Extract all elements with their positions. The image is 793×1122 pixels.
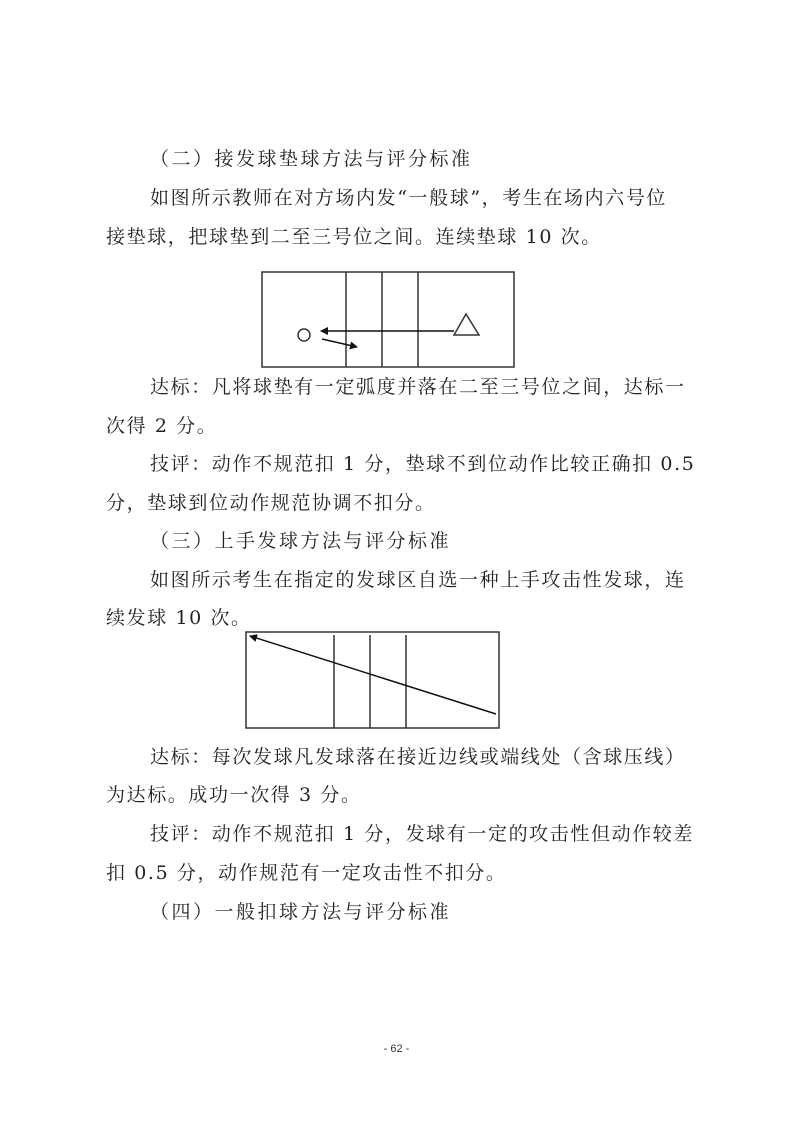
paragraph-line: 达标：每次发球凡发球落在接近边线或端线处（含球压线） — [150, 746, 686, 768]
paragraph-line: 技评：动作不规范扣 1 分，垫球不到位动作比较正确扣 0.5 — [150, 453, 696, 475]
pass-arrow — [322, 339, 357, 347]
heading-section-4: （四）一般扣球方法与评分标准 — [150, 901, 452, 923]
court-boundary — [262, 272, 514, 367]
paragraph-line: 如图所示考生在指定的发球区自选一种上手攻击性发球，连 — [150, 569, 686, 591]
teacher-triangle-icon — [454, 314, 479, 335]
heading-section-3: （三）上手发球方法与评分标准 — [150, 530, 452, 552]
paragraph-line: 次得 2 分。 — [106, 415, 218, 437]
paragraph-line: 达标：凡将球垫有一定弧度并落在二至三号位之间，达标一 — [150, 376, 686, 398]
page-number: - 62 - — [383, 1043, 410, 1055]
paragraph-line: 扣 0.5 分，动作规范有一定攻击性不扣分。 — [106, 862, 507, 884]
paragraph-line: 接垫球，把球垫到二至三号位之间。连续垫球 10 次。 — [106, 226, 602, 248]
heading-section-2: （二）接发球垫球方法与评分标准 — [150, 148, 473, 170]
player-circle-icon — [298, 329, 310, 341]
paragraph-line: 续发球 10 次。 — [106, 607, 252, 629]
paragraph-line: 技评：动作不规范扣 1 分，发球有一定的攻击性但动作较差 — [150, 823, 694, 845]
paragraph-line: 为达标。成功一次得 3 分。 — [106, 784, 362, 806]
serve-arrow — [250, 636, 496, 714]
paragraph-line: 分，垫球到位动作规范协调不扣分。 — [106, 492, 436, 514]
court-diagram-2 — [246, 632, 499, 728]
paragraph-line: 如图所示教师在对方场内发“一般球”，考生在场内六号位 — [150, 187, 668, 209]
court-diagram-1 — [262, 272, 514, 367]
